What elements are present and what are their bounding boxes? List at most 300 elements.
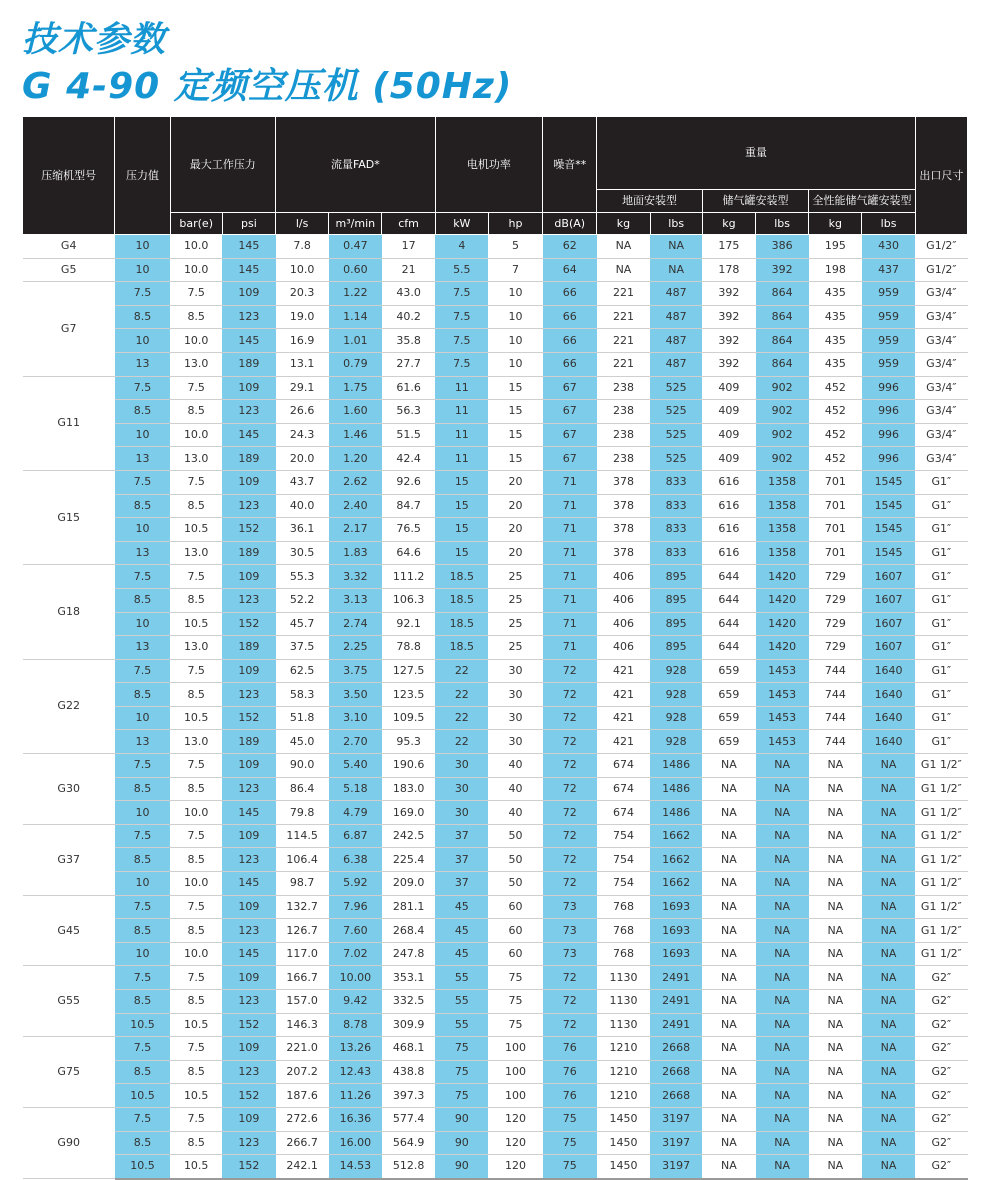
table-cell: 120 bbox=[488, 1107, 542, 1131]
header-model: 压缩机型号 bbox=[23, 117, 115, 235]
table-row bbox=[23, 730, 968, 754]
table-cell: 55 bbox=[435, 966, 488, 990]
model-cell: G11 bbox=[23, 376, 115, 470]
table-cell: 109 bbox=[222, 895, 275, 919]
table-row bbox=[23, 612, 968, 636]
table-cell: 864 bbox=[756, 352, 809, 376]
table-cell: 1486 bbox=[650, 777, 702, 801]
table-cell: 895 bbox=[650, 612, 702, 636]
table-cell: 123 bbox=[222, 990, 275, 1014]
table-cell: 10.0 bbox=[276, 258, 329, 282]
table-cell: NA bbox=[809, 1037, 862, 1061]
table-cell: 8.5 bbox=[115, 848, 170, 872]
table-cell: 10.0 bbox=[170, 329, 222, 353]
table-cell: 126.7 bbox=[276, 919, 329, 943]
table-cell: 13.26 bbox=[329, 1037, 382, 1061]
table-cell: 25 bbox=[488, 565, 542, 589]
table-cell: NA bbox=[809, 801, 862, 825]
table-cell: 1.83 bbox=[329, 541, 382, 565]
table-cell: 242.1 bbox=[276, 1155, 329, 1179]
model-cell: G45 bbox=[23, 895, 115, 966]
table-cell: NA bbox=[862, 1107, 915, 1131]
table-cell: 1640 bbox=[862, 683, 915, 707]
table-cell: 67 bbox=[543, 376, 597, 400]
table-row bbox=[23, 754, 968, 778]
table-cell: 729 bbox=[809, 636, 862, 660]
table-cell: 309.9 bbox=[382, 1013, 435, 1037]
table-cell: 392 bbox=[702, 305, 755, 329]
table-cell: 644 bbox=[702, 612, 755, 636]
table-cell: NA bbox=[862, 801, 915, 825]
table-cell: 175 bbox=[702, 235, 755, 259]
table-cell: 7.5 bbox=[115, 659, 170, 683]
table-cell: 22 bbox=[435, 659, 488, 683]
table-cell: 674 bbox=[597, 801, 650, 825]
table-cell: 187.6 bbox=[276, 1084, 329, 1108]
table-cell: 72 bbox=[543, 990, 597, 1014]
table-cell: NA bbox=[702, 1013, 755, 1037]
table-cell: 45 bbox=[435, 942, 488, 966]
header-max-pressure: 最大工作压力 bbox=[170, 117, 275, 213]
table-cell: 60 bbox=[488, 919, 542, 943]
table-cell: G1″ bbox=[915, 565, 967, 589]
table-row bbox=[23, 305, 968, 329]
table-cell: 659 bbox=[702, 730, 755, 754]
table-cell: 10.00 bbox=[329, 966, 382, 990]
table-cell: 744 bbox=[809, 659, 862, 683]
table-cell: NA bbox=[862, 895, 915, 919]
table-cell: 7.60 bbox=[329, 919, 382, 943]
table-cell: 577.4 bbox=[382, 1107, 435, 1131]
table-cell: 421 bbox=[597, 730, 650, 754]
table-cell: 3197 bbox=[650, 1131, 702, 1155]
table-cell: G1 1/2″ bbox=[915, 777, 967, 801]
table-header bbox=[23, 117, 968, 235]
table-cell: 13.0 bbox=[170, 636, 222, 660]
table-cell: G2″ bbox=[915, 966, 967, 990]
table-cell: 1.75 bbox=[329, 376, 382, 400]
table-cell: 928 bbox=[650, 659, 702, 683]
table-cell: 1693 bbox=[650, 919, 702, 943]
table-cell: 1453 bbox=[756, 706, 809, 730]
table-cell: 10 bbox=[115, 329, 170, 353]
table-cell: 754 bbox=[597, 824, 650, 848]
table-cell: NA bbox=[702, 872, 755, 896]
table-cell: 1.14 bbox=[329, 305, 382, 329]
table-cell: 833 bbox=[650, 541, 702, 565]
table-cell: 392 bbox=[702, 282, 755, 306]
table-cell: 5.92 bbox=[329, 872, 382, 896]
table-row bbox=[23, 565, 968, 589]
table-cell: NA bbox=[756, 754, 809, 778]
table-cell: 1420 bbox=[756, 588, 809, 612]
table-cell: 378 bbox=[597, 541, 650, 565]
table-cell: 701 bbox=[809, 470, 862, 494]
table-row bbox=[23, 1131, 968, 1155]
table-cell: 37 bbox=[435, 872, 488, 896]
table-cell: 7.5 bbox=[170, 376, 222, 400]
table-cell: 421 bbox=[597, 683, 650, 707]
table-row bbox=[23, 494, 968, 518]
unit-hp: hp bbox=[488, 213, 542, 235]
table-cell: 106.3 bbox=[382, 588, 435, 612]
table-cell: 8.5 bbox=[115, 683, 170, 707]
table-cell: NA bbox=[597, 258, 650, 282]
table-cell: 281.1 bbox=[382, 895, 435, 919]
table-cell: 22 bbox=[435, 706, 488, 730]
table-cell: NA bbox=[756, 1107, 809, 1131]
table-cell: NA bbox=[862, 754, 915, 778]
table-cell: 75 bbox=[488, 966, 542, 990]
table-cell: 169.0 bbox=[382, 801, 435, 825]
table-cell: 833 bbox=[650, 518, 702, 542]
table-cell: NA bbox=[702, 824, 755, 848]
table-cell: 189 bbox=[222, 447, 275, 471]
table-cell: 13 bbox=[115, 730, 170, 754]
table-cell: 8.5 bbox=[170, 919, 222, 943]
table-cell: 15 bbox=[435, 518, 488, 542]
table-cell: 72 bbox=[543, 966, 597, 990]
table-cell: NA bbox=[809, 942, 862, 966]
table-row bbox=[23, 636, 968, 660]
table-cell: 7.5 bbox=[435, 305, 488, 329]
table-cell: NA bbox=[702, 919, 755, 943]
unit-floor-kg: kg bbox=[597, 213, 650, 235]
table-cell: 406 bbox=[597, 588, 650, 612]
table-cell: 616 bbox=[702, 470, 755, 494]
table-cell: G1″ bbox=[915, 588, 967, 612]
table-cell: 37.5 bbox=[276, 636, 329, 660]
table-cell: 109 bbox=[222, 565, 275, 589]
table-row bbox=[23, 235, 968, 259]
unit-floor-lbs: lbs bbox=[650, 213, 702, 235]
table-cell: 123 bbox=[222, 305, 275, 329]
header-tank: 储气罐安装型 bbox=[702, 190, 808, 213]
table-cell: 7.5 bbox=[170, 1107, 222, 1131]
table-cell: 2491 bbox=[650, 966, 702, 990]
table-cell: 1640 bbox=[862, 706, 915, 730]
table-cell: 902 bbox=[756, 376, 809, 400]
table-cell: 66 bbox=[543, 305, 597, 329]
page-title: 技术参数 bbox=[22, 20, 167, 60]
table-cell: 123.5 bbox=[382, 683, 435, 707]
table-cell: 2.17 bbox=[329, 518, 382, 542]
table-cell: 10.5 bbox=[170, 518, 222, 542]
table-cell: 72 bbox=[543, 872, 597, 896]
table-cell: 1450 bbox=[597, 1107, 650, 1131]
table-cell: 76 bbox=[543, 1037, 597, 1061]
table-cell: 902 bbox=[756, 423, 809, 447]
table-cell: 207.2 bbox=[276, 1060, 329, 1084]
table-cell: 90 bbox=[435, 1155, 488, 1179]
table-cell: NA bbox=[862, 824, 915, 848]
table-cell: 644 bbox=[702, 565, 755, 589]
header-outlet: 出口尺寸 bbox=[915, 117, 967, 235]
table-cell: 40.2 bbox=[382, 305, 435, 329]
table-cell: 10 bbox=[488, 282, 542, 306]
table-cell: 10 bbox=[115, 423, 170, 447]
table-cell: 8.5 bbox=[170, 990, 222, 1014]
table-cell: 18.5 bbox=[435, 588, 488, 612]
table-cell: NA bbox=[756, 801, 809, 825]
table-cell: 13.0 bbox=[170, 730, 222, 754]
table-row bbox=[23, 895, 968, 919]
table-cell: 20.0 bbox=[276, 447, 329, 471]
table-cell: 76 bbox=[543, 1084, 597, 1108]
table-cell: 183.0 bbox=[382, 777, 435, 801]
table-cell: 701 bbox=[809, 518, 862, 542]
table-cell: 109 bbox=[222, 824, 275, 848]
table-row bbox=[23, 966, 968, 990]
table-cell: 72 bbox=[543, 730, 597, 754]
table-cell: 10.0 bbox=[170, 872, 222, 896]
table-cell: 959 bbox=[862, 305, 915, 329]
table-cell: 152 bbox=[222, 612, 275, 636]
table-cell: G2″ bbox=[915, 1155, 967, 1179]
table-cell: 15 bbox=[435, 494, 488, 518]
table-cell: 109 bbox=[222, 282, 275, 306]
table-cell: 2.62 bbox=[329, 470, 382, 494]
table-cell: 209.0 bbox=[382, 872, 435, 896]
table-cell: G3/4″ bbox=[915, 329, 967, 353]
table-cell: 659 bbox=[702, 706, 755, 730]
table-cell: NA bbox=[809, 966, 862, 990]
table-cell: 71 bbox=[543, 470, 597, 494]
table-cell: 10 bbox=[488, 352, 542, 376]
table-cell: 1693 bbox=[650, 942, 702, 966]
table-cell: 7.5 bbox=[115, 282, 170, 306]
table-cell: 744 bbox=[809, 730, 862, 754]
table-cell: 392 bbox=[756, 258, 809, 282]
model-cell: G30 bbox=[23, 754, 115, 825]
table-cell: 8.5 bbox=[115, 919, 170, 943]
unit-tank-lbs: lbs bbox=[756, 213, 809, 235]
table-cell: 406 bbox=[597, 636, 650, 660]
table-cell: 512.8 bbox=[382, 1155, 435, 1179]
table-cell: 15 bbox=[488, 400, 542, 424]
table-cell: 37 bbox=[435, 824, 488, 848]
table-cell: 7.5 bbox=[170, 895, 222, 919]
table-cell: 895 bbox=[650, 636, 702, 660]
table-cell: G1″ bbox=[915, 518, 967, 542]
table-cell: G1 1/2″ bbox=[915, 942, 967, 966]
table-cell: 109 bbox=[222, 1037, 275, 1061]
table-cell: NA bbox=[756, 990, 809, 1014]
table-cell: 1662 bbox=[650, 824, 702, 848]
table-cell: 8.5 bbox=[115, 588, 170, 612]
table-cell: 90.0 bbox=[276, 754, 329, 778]
table-cell: 864 bbox=[756, 329, 809, 353]
table-cell: 430 bbox=[862, 235, 915, 259]
table-cell: 16.00 bbox=[329, 1131, 382, 1155]
table-cell: 157.0 bbox=[276, 990, 329, 1014]
table-row bbox=[23, 683, 968, 707]
table-cell: 928 bbox=[650, 683, 702, 707]
table-cell: 189 bbox=[222, 352, 275, 376]
table-cell: 13.0 bbox=[170, 447, 222, 471]
table-cell: 50 bbox=[488, 872, 542, 896]
table-row bbox=[23, 282, 968, 306]
table-cell: 1.60 bbox=[329, 400, 382, 424]
table-cell: G1/2″ bbox=[915, 235, 967, 259]
table-cell: NA bbox=[756, 1037, 809, 1061]
table-cell: NA bbox=[756, 777, 809, 801]
table-cell: 76 bbox=[543, 1060, 597, 1084]
table-row bbox=[23, 1013, 968, 1037]
table-cell: 10 bbox=[115, 942, 170, 966]
model-cell: G55 bbox=[23, 966, 115, 1037]
table-row bbox=[23, 872, 968, 896]
table-cell: 123 bbox=[222, 494, 275, 518]
table-cell: 11 bbox=[435, 400, 488, 424]
table-cell: 58.3 bbox=[276, 683, 329, 707]
table-cell: 7.5 bbox=[115, 966, 170, 990]
table-cell: 13 bbox=[115, 352, 170, 376]
table-cell: 100 bbox=[488, 1037, 542, 1061]
table-cell: 1486 bbox=[650, 801, 702, 825]
table-cell: G1″ bbox=[915, 612, 967, 636]
table-cell: 10 bbox=[115, 235, 170, 259]
table-cell: 123 bbox=[222, 848, 275, 872]
table-cell: 76.5 bbox=[382, 518, 435, 542]
table-cell: G3/4″ bbox=[915, 400, 967, 424]
table-cell: 247.8 bbox=[382, 942, 435, 966]
table-cell: 833 bbox=[650, 470, 702, 494]
table-cell: 406 bbox=[597, 612, 650, 636]
table-cell: 729 bbox=[809, 612, 862, 636]
table-cell: 10.0 bbox=[170, 258, 222, 282]
table-cell: NA bbox=[756, 848, 809, 872]
table-cell: NA bbox=[756, 1060, 809, 1084]
table-cell: 90 bbox=[435, 1131, 488, 1155]
table-row bbox=[23, 423, 968, 447]
table-cell: 20 bbox=[488, 518, 542, 542]
table-cell: 72 bbox=[543, 683, 597, 707]
table-cell: 73 bbox=[543, 942, 597, 966]
unit-m3min: m³/min bbox=[329, 213, 382, 235]
table-cell: 36.1 bbox=[276, 518, 329, 542]
table-cell: 10.5 bbox=[115, 1013, 170, 1037]
table-cell: 43.0 bbox=[382, 282, 435, 306]
table-cell: 42.4 bbox=[382, 447, 435, 471]
table-cell: 332.5 bbox=[382, 990, 435, 1014]
unit-full-lbs: lbs bbox=[862, 213, 915, 235]
table-cell: 1.01 bbox=[329, 329, 382, 353]
table-cell: 50 bbox=[488, 848, 542, 872]
table-cell: 452 bbox=[809, 400, 862, 424]
table-row bbox=[23, 1037, 968, 1061]
table-cell: 5.5 bbox=[435, 258, 488, 282]
table-cell: 7.5 bbox=[170, 1037, 222, 1061]
table-cell: G3/4″ bbox=[915, 305, 967, 329]
table-cell: NA bbox=[597, 235, 650, 259]
unit-bar: bar(e) bbox=[170, 213, 222, 235]
table-cell: NA bbox=[756, 895, 809, 919]
table-row bbox=[23, 588, 968, 612]
table-cell: 959 bbox=[862, 329, 915, 353]
table-cell: 525 bbox=[650, 400, 702, 424]
table-cell: 902 bbox=[756, 447, 809, 471]
table-cell: 15 bbox=[435, 470, 488, 494]
table-cell: G2″ bbox=[915, 1084, 967, 1108]
table-cell: G1″ bbox=[915, 683, 967, 707]
table-cell: NA bbox=[702, 1037, 755, 1061]
table-cell: 3197 bbox=[650, 1107, 702, 1131]
table-cell: G2″ bbox=[915, 1060, 967, 1084]
table-cell: 3.10 bbox=[329, 706, 382, 730]
table-cell: NA bbox=[862, 1037, 915, 1061]
table-cell: 1130 bbox=[597, 990, 650, 1014]
table-cell: 145 bbox=[222, 423, 275, 447]
table-cell: NA bbox=[756, 1084, 809, 1108]
table-cell: 8.5 bbox=[115, 400, 170, 424]
table-cell: G1 1/2″ bbox=[915, 754, 967, 778]
table-cell: 13 bbox=[115, 541, 170, 565]
table-cell: 8.5 bbox=[170, 683, 222, 707]
table-cell: NA bbox=[809, 919, 862, 943]
table-cell: 10.5 bbox=[115, 1084, 170, 1108]
table-cell: NA bbox=[756, 1131, 809, 1155]
table-cell: 996 bbox=[862, 376, 915, 400]
table-cell: 895 bbox=[650, 588, 702, 612]
table-cell: 86.4 bbox=[276, 777, 329, 801]
table-cell: NA bbox=[650, 235, 702, 259]
table-cell: NA bbox=[756, 942, 809, 966]
table-cell: 238 bbox=[597, 423, 650, 447]
table-cell: NA bbox=[756, 1155, 809, 1179]
table-cell: NA bbox=[809, 1107, 862, 1131]
table-cell: 435 bbox=[809, 282, 862, 306]
header-pressure-value: 压力值 bbox=[115, 117, 170, 235]
table-cell: 8.5 bbox=[170, 588, 222, 612]
table-cell: 437 bbox=[862, 258, 915, 282]
table-cell: 30 bbox=[488, 659, 542, 683]
table-cell: 1210 bbox=[597, 1037, 650, 1061]
table-cell: 833 bbox=[650, 494, 702, 518]
table-cell: 409 bbox=[702, 376, 755, 400]
table-cell: 10 bbox=[115, 872, 170, 896]
table-cell: 189 bbox=[222, 541, 275, 565]
table-cell: 1210 bbox=[597, 1060, 650, 1084]
table-cell: 71 bbox=[543, 541, 597, 565]
table-cell: 120 bbox=[488, 1131, 542, 1155]
table-cell: 120 bbox=[488, 1155, 542, 1179]
table-cell: 4 bbox=[435, 235, 488, 259]
table-cell: 25 bbox=[488, 588, 542, 612]
table-cell: 90 bbox=[435, 1107, 488, 1131]
table-cell: 109 bbox=[222, 754, 275, 778]
table-cell: 564.9 bbox=[382, 1131, 435, 1155]
table-cell: 10 bbox=[115, 518, 170, 542]
table-cell: 409 bbox=[702, 423, 755, 447]
table-cell: 60 bbox=[488, 895, 542, 919]
table-cell: 10 bbox=[488, 329, 542, 353]
table-cell: 421 bbox=[597, 706, 650, 730]
table-cell: NA bbox=[809, 824, 862, 848]
table-cell: 22 bbox=[435, 683, 488, 707]
table-cell: 62 bbox=[543, 235, 597, 259]
table-cell: G1 1/2″ bbox=[915, 895, 967, 919]
table-cell: 123 bbox=[222, 683, 275, 707]
table-cell: 5.40 bbox=[329, 754, 382, 778]
table-row bbox=[23, 1107, 968, 1131]
table-cell: G1″ bbox=[915, 730, 967, 754]
table-cell: 10.5 bbox=[170, 1013, 222, 1037]
table-cell: 435 bbox=[809, 329, 862, 353]
table-cell: 109 bbox=[222, 966, 275, 990]
table-cell: 10 bbox=[115, 801, 170, 825]
table-cell: 55.3 bbox=[276, 565, 329, 589]
